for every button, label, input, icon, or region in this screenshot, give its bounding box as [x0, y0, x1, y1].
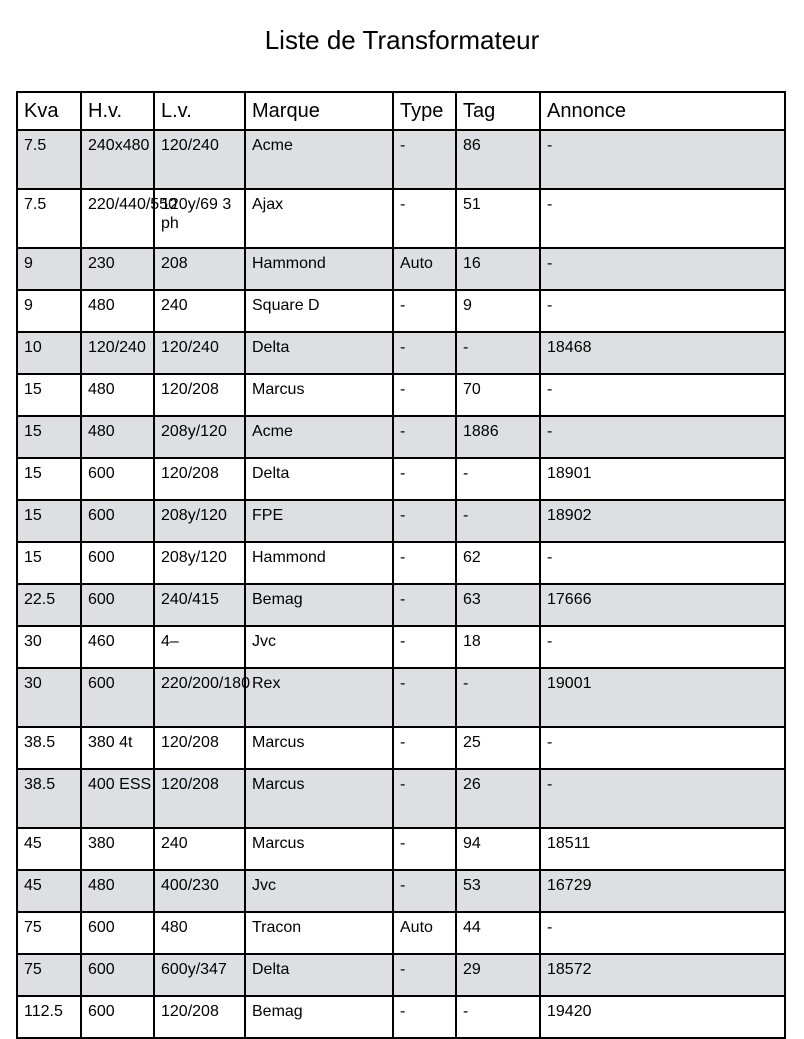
table-body — [17, 130, 785, 1038]
cell-annonce: - — [540, 626, 785, 668]
cell-tag: 9 — [456, 290, 540, 332]
cell-kva: 15 — [17, 500, 81, 542]
cell-tag: - — [456, 332, 540, 374]
cell-kva: 7.5 — [17, 189, 81, 248]
cell-lv: 120/208 — [154, 374, 245, 416]
cell-marque: Jvc — [245, 626, 393, 668]
cell-annonce: - — [540, 912, 785, 954]
cell-kva: 30 — [17, 626, 81, 668]
cell-lv: 240/415 — [154, 584, 245, 626]
table-row — [17, 626, 785, 668]
cell-kva: 45 — [17, 828, 81, 870]
table-row — [17, 248, 785, 290]
table-row — [17, 130, 785, 189]
cell-kva: 30 — [17, 668, 81, 727]
cell-hv: 220/440/550 — [81, 189, 154, 248]
page-title: Liste de Transformateur — [264, 25, 540, 55]
transformer-table — [16, 91, 786, 1039]
cell-hv: 240x480 — [81, 130, 154, 189]
cell-hv: 460 — [81, 626, 154, 668]
cell-annonce: - — [540, 130, 785, 189]
header-row — [17, 92, 785, 130]
column-header-tag: Tag — [456, 92, 540, 130]
cell-hv: 600 — [81, 500, 154, 542]
table-row — [17, 584, 785, 626]
table-row — [17, 332, 785, 374]
cell-hv: 480 — [81, 374, 154, 416]
table-row — [17, 416, 785, 458]
column-header-hv: H.v. — [81, 92, 154, 130]
table-row — [17, 290, 785, 332]
cell-hv: 230 — [81, 248, 154, 290]
cell-hv: 480 — [81, 416, 154, 458]
cell-annonce: - — [540, 248, 785, 290]
cell-hv: 600 — [81, 458, 154, 500]
cell-lv: 220/200/180 — [154, 668, 245, 727]
cell-annonce: - — [540, 416, 785, 458]
cell-kva: 38.5 — [17, 769, 81, 828]
cell-lv: 240 — [154, 828, 245, 870]
cell-tag: 16 — [456, 248, 540, 290]
cell-type: Auto — [393, 248, 456, 290]
cell-type: - — [393, 542, 456, 584]
cell-kva: 9 — [17, 290, 81, 332]
cell-kva: 15 — [17, 542, 81, 584]
cell-annonce: 18902 — [540, 500, 785, 542]
cell-kva: 45 — [17, 870, 81, 912]
cell-kva: 7.5 — [17, 130, 81, 189]
table-row — [17, 828, 785, 870]
cell-type: - — [393, 332, 456, 374]
cell-hv: 600 — [81, 668, 154, 727]
cell-tag: 25 — [456, 727, 540, 769]
cell-marque: Jvc — [245, 870, 393, 912]
cell-hv: 120/240 — [81, 332, 154, 374]
cell-lv: 120/208 — [154, 769, 245, 828]
cell-hv: 600 — [81, 542, 154, 584]
cell-type: - — [393, 374, 456, 416]
cell-tag: 63 — [456, 584, 540, 626]
cell-tag: 44 — [456, 912, 540, 954]
table-row — [17, 668, 785, 727]
cell-marque: Hammond — [245, 542, 393, 584]
cell-marque: Marcus — [245, 769, 393, 828]
cell-tag: 26 — [456, 769, 540, 828]
column-header-marque: Marque — [245, 92, 393, 130]
cell-type: Auto — [393, 912, 456, 954]
cell-type: - — [393, 189, 456, 248]
cell-marque: FPE — [245, 500, 393, 542]
cell-annonce: - — [540, 769, 785, 828]
cell-lv: 120/208 — [154, 458, 245, 500]
cell-kva: 112.5 — [17, 996, 81, 1038]
column-header-type: Type — [393, 92, 456, 130]
table-row — [17, 189, 785, 248]
cell-annonce: 16729 — [540, 870, 785, 912]
cell-type: - — [393, 996, 456, 1038]
cell-kva: 22.5 — [17, 584, 81, 626]
cell-marque: Ajax — [245, 189, 393, 248]
cell-lv: 208y/120 — [154, 500, 245, 542]
cell-tag: 86 — [456, 130, 540, 189]
table-row — [17, 500, 785, 542]
cell-annonce: - — [540, 290, 785, 332]
cell-lv: 4– — [154, 626, 245, 668]
cell-marque: Hammond — [245, 248, 393, 290]
cell-kva: 38.5 — [17, 727, 81, 769]
cell-hv: 380 4t — [81, 727, 154, 769]
cell-annonce: - — [540, 374, 785, 416]
table-row — [17, 769, 785, 828]
cell-type: - — [393, 870, 456, 912]
cell-marque: Marcus — [245, 374, 393, 416]
cell-tag: - — [456, 500, 540, 542]
cell-type: - — [393, 130, 456, 189]
cell-type: - — [393, 828, 456, 870]
column-header-lv: L.v. — [154, 92, 245, 130]
cell-lv: 208y/120 — [154, 416, 245, 458]
cell-type: - — [393, 500, 456, 542]
cell-marque: Marcus — [245, 727, 393, 769]
cell-marque: Tracon — [245, 912, 393, 954]
cell-marque: Delta — [245, 332, 393, 374]
cell-tag: - — [456, 996, 540, 1038]
cell-tag: 18 — [456, 626, 540, 668]
cell-marque: Acme — [245, 416, 393, 458]
cell-kva: 15 — [17, 416, 81, 458]
cell-lv: 120/208 — [154, 727, 245, 769]
cell-lv: 600y/347 — [154, 954, 245, 996]
cell-kva: 15 — [17, 374, 81, 416]
table-row — [17, 912, 785, 954]
cell-kva: 9 — [17, 248, 81, 290]
cell-annonce: 19001 — [540, 668, 785, 727]
cell-annonce: - — [540, 542, 785, 584]
cell-hv: 480 — [81, 290, 154, 332]
cell-marque: Bemag — [245, 584, 393, 626]
cell-lv: 120/208 — [154, 996, 245, 1038]
cell-hv: 600 — [81, 912, 154, 954]
cell-tag: 51 — [456, 189, 540, 248]
cell-type: - — [393, 416, 456, 458]
cell-type: - — [393, 626, 456, 668]
cell-type: - — [393, 584, 456, 626]
cell-kva: 75 — [17, 954, 81, 996]
cell-annonce: 18511 — [540, 828, 785, 870]
cell-marque: Square D — [245, 290, 393, 332]
table-row — [17, 542, 785, 584]
table-row — [17, 727, 785, 769]
cell-marque: Delta — [245, 458, 393, 500]
cell-marque: Rex — [245, 668, 393, 727]
cell-hv: 400 ESS — [81, 769, 154, 828]
cell-annonce: 18468 — [540, 332, 785, 374]
cell-lv: 480 — [154, 912, 245, 954]
cell-annonce: 18572 — [540, 954, 785, 996]
cell-type: - — [393, 954, 456, 996]
cell-marque: Bemag — [245, 996, 393, 1038]
table-row — [17, 996, 785, 1038]
table-row — [17, 374, 785, 416]
cell-marque: Marcus — [245, 828, 393, 870]
cell-tag: - — [456, 668, 540, 727]
cell-lv: 120/240 — [154, 332, 245, 374]
cell-hv: 600 — [81, 584, 154, 626]
cell-lv: 120/240 — [154, 130, 245, 189]
cell-kva: 10 — [17, 332, 81, 374]
cell-annonce: 17666 — [540, 584, 785, 626]
cell-marque: Delta — [245, 954, 393, 996]
cell-tag: 62 — [456, 542, 540, 584]
cell-tag: - — [456, 458, 540, 500]
cell-annonce: - — [540, 727, 785, 769]
cell-hv: 600 — [81, 996, 154, 1038]
column-header-kva: Kva — [17, 92, 81, 130]
cell-type: - — [393, 290, 456, 332]
cell-hv: 380 — [81, 828, 154, 870]
cell-lv: 400/230 — [154, 870, 245, 912]
cell-lv: 120y/69 3 ph — [154, 189, 245, 248]
cell-tag: 29 — [456, 954, 540, 996]
cell-kva: 75 — [17, 912, 81, 954]
cell-hv: 480 — [81, 870, 154, 912]
cell-annonce: 19420 — [540, 996, 785, 1038]
cell-hv: 600 — [81, 954, 154, 996]
cell-kva: 15 — [17, 458, 81, 500]
cell-lv: 240 — [154, 290, 245, 332]
table-row — [17, 870, 785, 912]
cell-type: - — [393, 727, 456, 769]
cell-tag: 53 — [456, 870, 540, 912]
cell-type: - — [393, 769, 456, 828]
cell-tag: 70 — [456, 374, 540, 416]
cell-lv: 208 — [154, 248, 245, 290]
cell-marque: Acme — [245, 130, 393, 189]
cell-tag: 1886 — [456, 416, 540, 458]
table-row — [17, 954, 785, 996]
cell-lv: 208y/120 — [154, 542, 245, 584]
cell-type: - — [393, 668, 456, 727]
column-header-annonce: Annonce — [540, 92, 785, 130]
table-row — [17, 458, 785, 500]
cell-annonce: 18901 — [540, 458, 785, 500]
cell-annonce: - — [540, 189, 785, 248]
cell-type: - — [393, 458, 456, 500]
cell-tag: 94 — [456, 828, 540, 870]
